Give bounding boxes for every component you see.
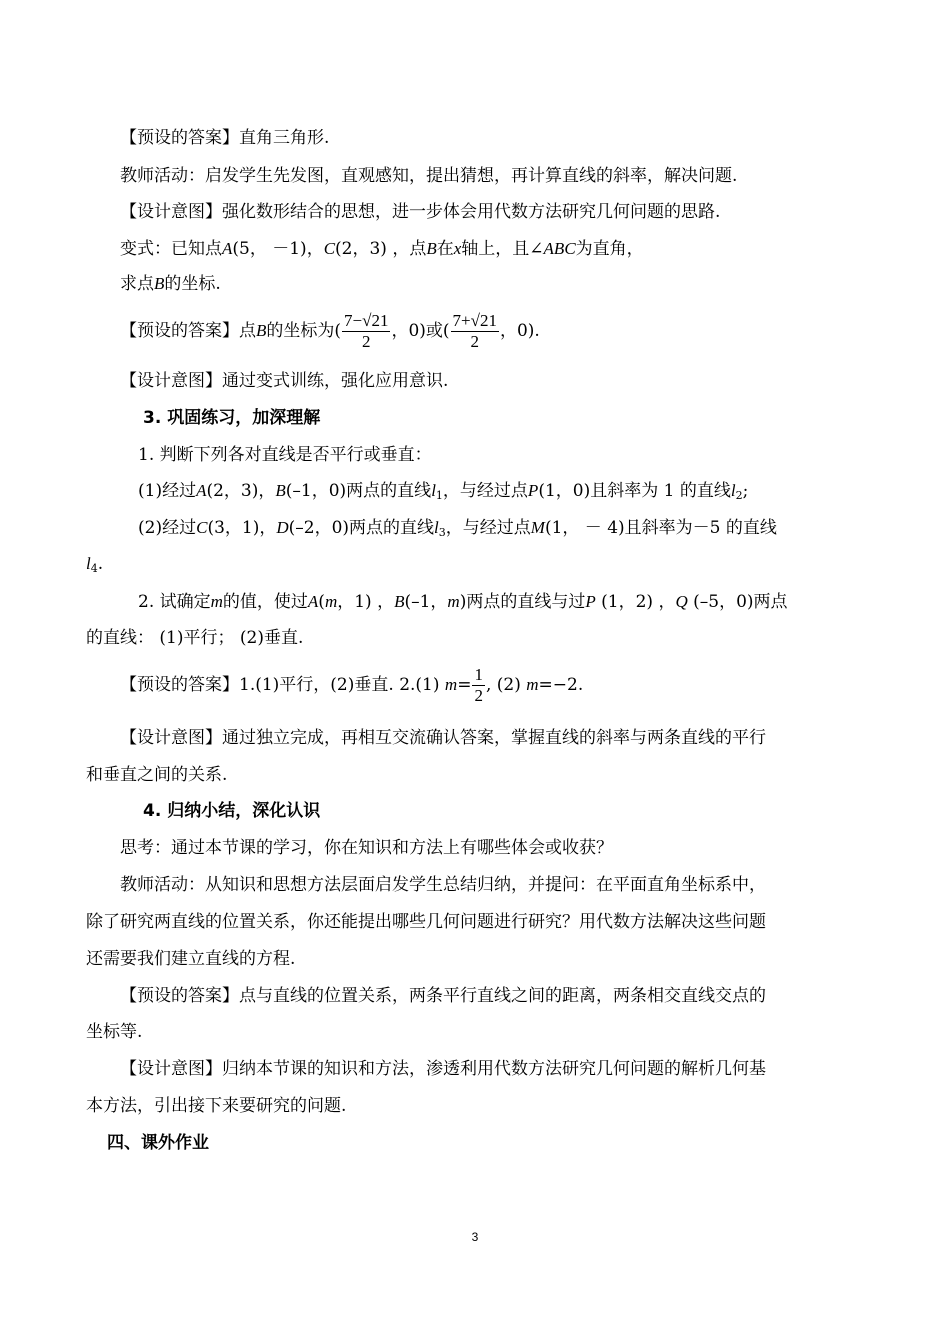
design-intent-line-3-cont: 和垂直之间的关系.: [86, 765, 228, 785]
section-heading-3: 3. 巩固练习，加深理解: [143, 408, 321, 428]
summary-answer-2: 坐标等.: [86, 1022, 143, 1042]
exercise-1-part-1: (1)经过A(2，3)，B(–1，0)两点的直线$l_1$，与经过点P(1，0)且斜率为 1 的直线$l_2$;: [138, 481, 749, 502]
exercise-1: 1. 判断下列各对直线是否平行或垂直：: [138, 445, 432, 465]
exercise-2: 2. 试确定m的值，使过A(m，1) ，B(–1，m)两点的直线与过P (1，2) ，Q (–5，0)两点: [138, 592, 788, 612]
section-heading-4: 4. 归纳小结，深化认识: [143, 801, 321, 821]
summary-teacher-1: 教师活动：从知识和思想方法层面启发学生总结归纳，并提问：在平面直角坐标系中，: [120, 875, 766, 895]
design-intent-line: 【设计意图】强化数形结合的思想，进一步体会用代数方法研究几何问题的思路.: [120, 202, 721, 222]
summary-teacher-2: 除了研究两直线的位置关系，你还能提出哪些几何问题进行研究？用代数方法解决这些问题: [86, 912, 766, 932]
summary-teacher-3: 还需要我们建立直线的方程.: [86, 949, 296, 969]
exercise-1-part-2: (2)经过C(3，1)，D(–2，0)两点的直线$l_3$，与经过点M(1， － 4)且斜率为－5 的直线: [138, 518, 777, 539]
variant-answer-line: 【预设的答案】点B的坐标为( $\frac{7-√21}{2}$ ，0)或( $\frac{7+√21}{2}$ ，0).: [120, 311, 540, 351]
variant-question-line: 变式：已知点A(5， －1)，C(2，3) ，点B在x轴上，且∠ABC为直角，: [120, 239, 644, 259]
design-intent-line-2: 【设计意图】通过变式训练，强化应用意识.: [120, 371, 449, 391]
fraction-1: $\frac{7-√21}{2}$: [344, 311, 389, 351]
fraction-2: $\frac{7+√21}{2}$: [452, 311, 497, 351]
fraction-3: $\frac{1}{2}$: [474, 665, 483, 705]
section-heading-homework: 四、课外作业: [107, 1133, 209, 1153]
preset-answer-line: 【预设的答案】直角三角形.: [120, 128, 330, 148]
summary-intent-1: 【设计意图】归纳本节课的知识和方法，渗透利用代数方法研究几何问题的解析几何基: [120, 1059, 766, 1079]
exercise-answer-line: 【预设的答案】1.(1)平行，(2)垂直. 2.(1) m= $\frac{1}{2}$ , (2) m=−2.: [120, 665, 584, 705]
exercise-1-part-2-cont: $l_4$.: [86, 554, 104, 575]
variant-question-line-2: 求点B的坐标.: [120, 274, 221, 294]
page-number: 3: [471, 1230, 479, 1244]
summary-intent-2: 本方法，引出接下来要研究的问题.: [86, 1096, 347, 1116]
design-intent-line-3: 【设计意图】通过独立完成，再相互交流确认答案，掌握直线的斜率与两条直线的平行: [120, 728, 766, 748]
summary-answer-1: 【预设的答案】点与直线的位置关系，两条平行直线之间的距离，两条相交直线交点的: [120, 986, 766, 1006]
teacher-activity-line: 教师活动：启发学生先发图，直观感知，提出猜想，再计算直线的斜率，解决问题.: [120, 166, 738, 186]
exercise-2-cont: 的直线： (1)平行； (2)垂直.: [86, 628, 304, 648]
summary-think: 思考：通过本节课的学习，你在知识和方法上有哪些体会或收获？: [120, 838, 613, 858]
